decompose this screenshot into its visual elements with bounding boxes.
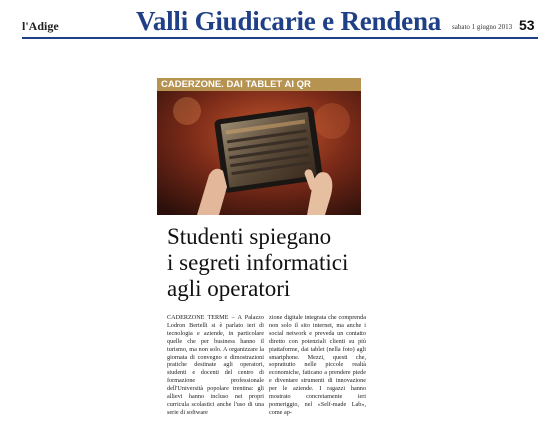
page-number: 53 [519, 17, 535, 33]
masthead [0, 0, 558, 40]
article-photo [157, 91, 361, 215]
masthead-rule [22, 37, 538, 39]
article-headline [167, 224, 361, 302]
article [157, 78, 366, 424]
headline-line: i segreti informatici [167, 250, 349, 275]
headline-line: agli operatori [167, 276, 291, 301]
article-body-column-1: CADERZONE TERME – A Palazzo Lodron Bertelli si è parlato ieri di tecnologia e aziende, in particolare quelle che per business hanno il turismo, ma non solo. A organizzare la giornata di convegno e dimostrazioni pratiche destinate agli operatori, studenti e docenti del centro di formazione professionale dell'Università popolare trentina: gli allievi hanno incluso nei propri curricula scolastici anche l'uso di una serie di software [167, 314, 264, 416]
newspaper-name: l'Adige [22, 19, 59, 33]
article-kicker: CADERZONE. DAI TABLET AI QR [157, 78, 361, 91]
section-title: Valli Giudicarie e Rendena [136, 6, 442, 36]
headline-line: Studenti spiegano [167, 224, 332, 249]
article-body-column-2: zione digitale integrata che comprenda non solo il sito internet, ma anche i social network e preveda un contatto diretto con potenziali clienti su più piattaforme, dai tablet (nella foto) agli smartphone. Mezzi, questi che, soprattutto nelle piccole realtà economiche, faticano a prendere piede e diventare strumenti di innovazione per le aziende. I ragazzi hanno mostrato concretamente ieri pomeriggio, nel «Self-made Lab», come ap- [269, 314, 366, 416]
tablet-photo-image [157, 91, 361, 215]
issue-date: sabato 1 giugno 2013 [452, 23, 513, 31]
